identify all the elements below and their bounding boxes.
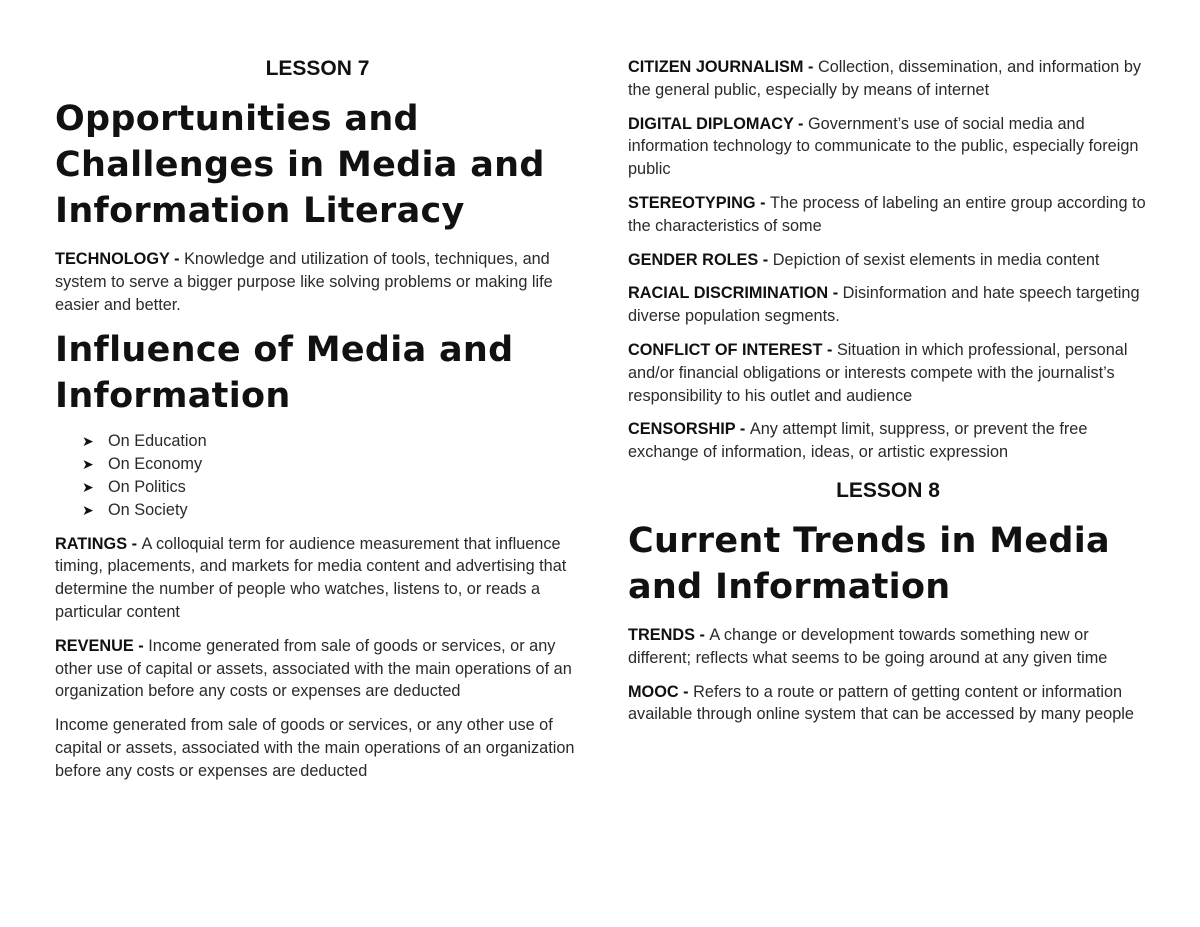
term-label: CITIZEN JOURNALISM - [628, 58, 818, 76]
term-label: REVENUE - [55, 636, 149, 655]
definition-text: Disinformation and hate speech targeting diverse population segments. [628, 284, 1140, 326]
definition-revenue [55, 635, 580, 703]
list-item: ➤ On Society [82, 499, 580, 522]
definition-racial-discrimination [628, 282, 1148, 328]
right-column [628, 56, 1148, 726]
arrow-bullet-icon: ➤ [82, 456, 94, 473]
definition-text: Situation in which professional, personal and/or financial obligations or interests compete with the journalist’s responsibility to his outlet and audience [628, 340, 1128, 405]
arrow-bullet-icon: ➤ [82, 478, 94, 495]
definition-stereotyping [628, 192, 1148, 238]
list-item: ➤ On Education [82, 430, 580, 453]
arrow-bullet-icon: ➤ [82, 501, 94, 518]
definition-citizen-journalism [628, 56, 1148, 102]
term-label: GENDER ROLES - [628, 250, 773, 269]
term-label: MOOC - [628, 682, 694, 701]
term-label: RATINGS - [55, 534, 142, 553]
definition-gender-roles [628, 249, 1148, 272]
definition-censorship [628, 418, 1148, 464]
influence-list [55, 430, 580, 521]
definition-ratings [55, 533, 580, 624]
definition-mooc [628, 681, 1148, 727]
definition-technology [55, 248, 580, 316]
lesson-8-title: Current Trends in Media and Information [628, 520, 1110, 607]
term-label: TRENDS - [628, 625, 710, 644]
definition-digital-diplomacy [628, 113, 1148, 181]
definition-conflict-of-interest [628, 339, 1148, 407]
arrow-bullet-icon: ➤ [82, 433, 94, 450]
list-item: ➤ On Politics [82, 476, 580, 499]
lesson-8-heading: LESSON 8 [836, 478, 940, 502]
definition-text: Depiction of sexist elements in media content [772, 250, 1100, 269]
lesson-7-heading: LESSON 7 [265, 57, 370, 80]
lesson-7-title: Opportunities and Challenges in Media and Information Literacy [55, 99, 545, 231]
left-column [55, 56, 580, 783]
term-label: TECHNOLOGY - [55, 250, 185, 268]
term-label: STEREOTYPING - [628, 193, 771, 212]
term-label: RACIAL DISCRIMINATION - [628, 284, 843, 303]
term-label: CENSORSHIP - [628, 420, 750, 439]
list-item: ➤ On Economy [82, 453, 580, 476]
definition-text: Government’s use of social media and information technology to communicate to the public, especially foreign public [628, 114, 1139, 179]
definition-text: A change or development towards something new or different; reflects what seems to be going around at any given time [628, 625, 1108, 667]
definition-text: Collection, dissemination, and information by the general public, especially by means of internet [628, 58, 1142, 99]
definition-text: The process of labeling an entire group according to the characteristics of some [628, 193, 1146, 235]
term-label: CONFLICT OF INTEREST - [628, 340, 837, 359]
revenue-repeat-paragraph: Income generated from sale of goods or services, or any other use of capital or assets, associated with the main operations of an organization before any costs or expenses are deducted [55, 716, 575, 780]
definition-text: Any attempt limit, suppress, or prevent the free exchange of information, ideas, or artistic expression [628, 420, 1088, 462]
definition-trends [628, 624, 1148, 670]
definition-text: Income generated from sale of goods or services, or any other use of capital or assets, associated with the main operations of an organization before any costs or expenses are deducted [55, 636, 572, 701]
definition-text: Knowledge and utilization of tools, techniques, and system to serve a bigger purpose like solving problems or making life easier and better. [55, 250, 553, 314]
definition-text: A colloquial term for audience measurement that influence timing, placements, and markets for media content and advertising that determine the number of people who watches, listens to, or reads a particular content [55, 534, 567, 621]
definition-text: Refers to a route or pattern of getting content or information available through online system that can be accessed by many people [628, 682, 1134, 724]
term-label: DIGITAL DIPLOMACY - [628, 114, 808, 133]
influence-title: Influence of Media and Information [55, 330, 514, 417]
